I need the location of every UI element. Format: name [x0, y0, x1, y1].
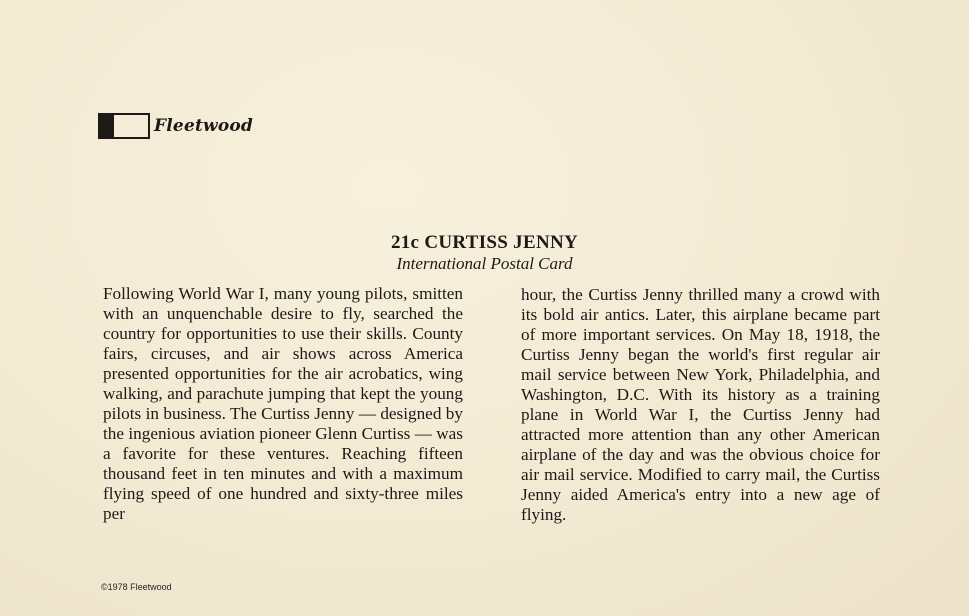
copyright-notice: ©1978 Fleetwood — [101, 582, 172, 592]
logo-text: Fleetwood — [154, 116, 254, 136]
logo-mark-icon — [98, 113, 150, 139]
fleetwood-logo — [98, 112, 253, 140]
card-title: 21c CURTISS JENNY — [390, 232, 579, 253]
card-subtitle: International Postal Card — [396, 254, 573, 273]
body-text-right-column: hour, the Curtiss Jenny thrilled many a crowd with its bold air antics. Later, this airplane became part of more important services. On May 18, 1918, the Curtiss Jenny began the world's first regular air mail service between New York, Philadelphia, and Washington, D.C. With its history as a training plane in World War I, the Curtiss Jenny had attracted more attention than any other American airplane of the day and was the obvious choice for air mail service. Modified to carry mail, the Curtiss Jenny aided America's entry into a new age of flying. — [521, 285, 880, 524]
body-text-left-column: Following World War I, many young pilots, smitten with an unquenchable desire to fly, searched the country for opportunities to use their skills. County fairs, circuses, and air shows across America presented opportunities for the air acrobatics, wing walking, and parachute jumping that kept the young pilots in business. The Curtiss Jenny — designed by the ingenious aviation pioneer Glenn Curtiss — was a favorite for these ventures. Reaching fifteen thousand feet in ten minutes and with a maximum flying speed of one hundred and sixty-three miles per — [103, 284, 463, 523]
